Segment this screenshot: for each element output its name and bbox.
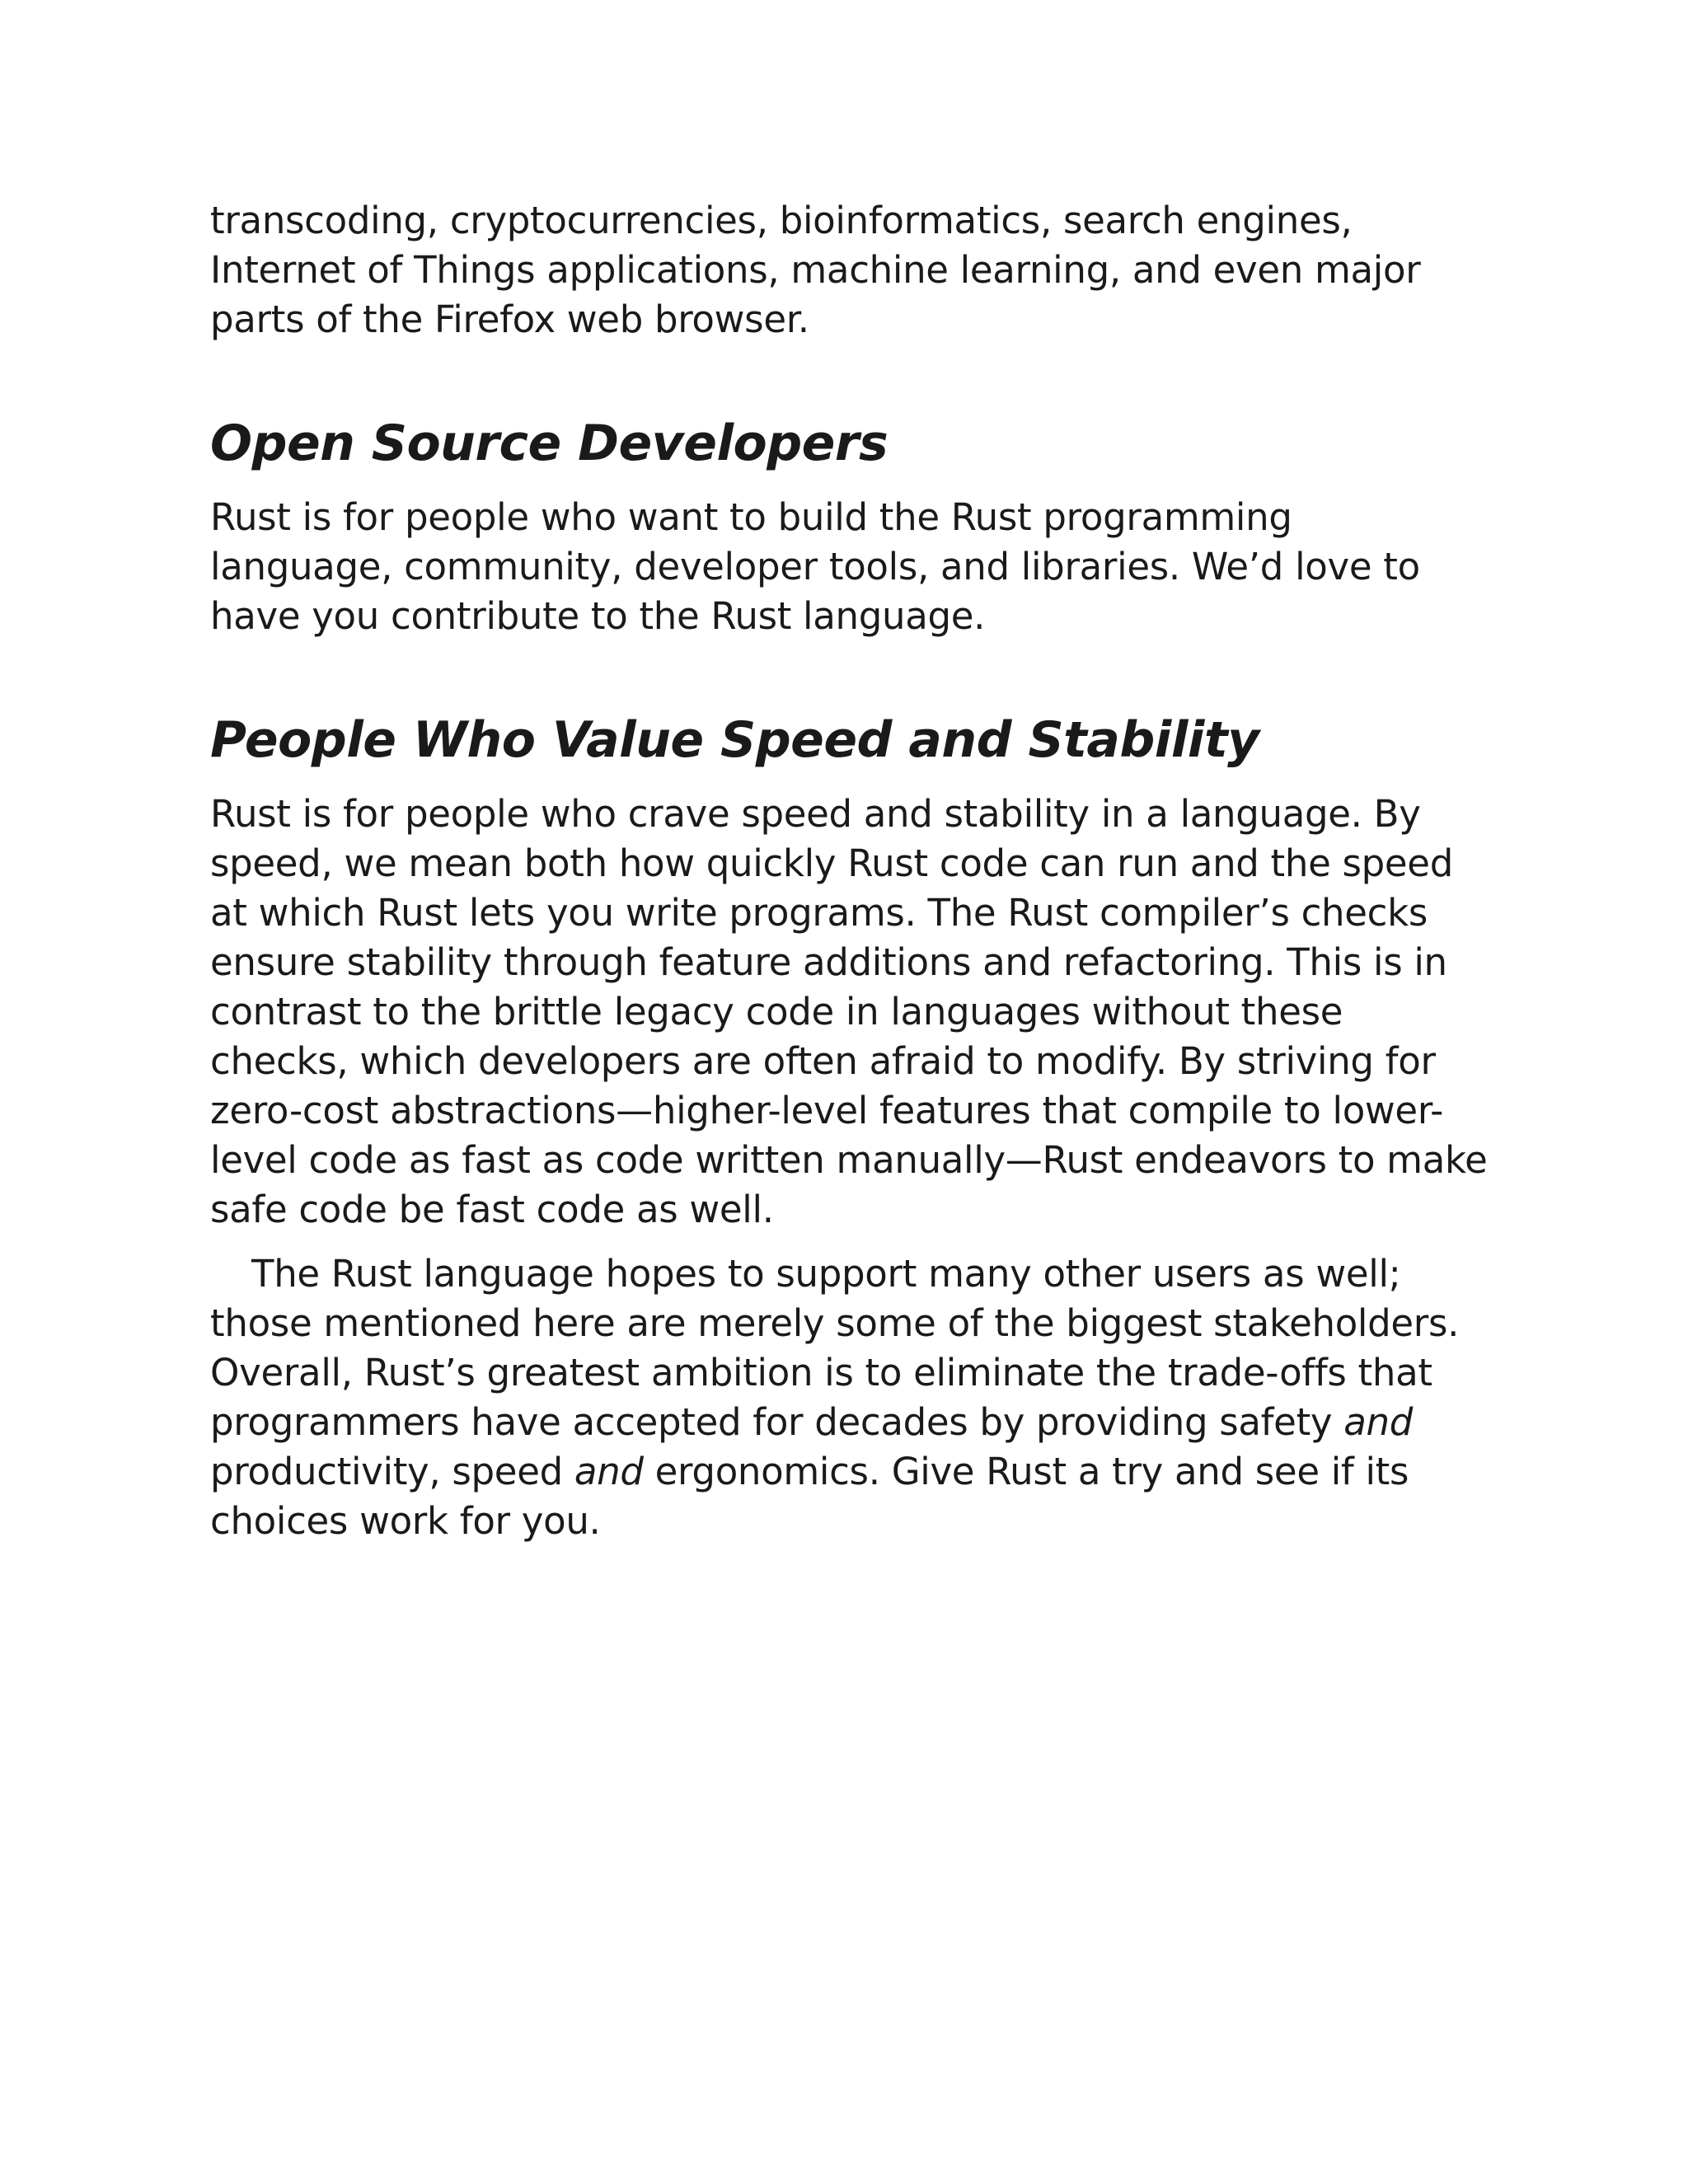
paragraph-line: The Rust language hopes to support many other users as well; — [251, 1252, 1401, 1296]
paragraph-line: Rust is for people who want to build the Rust programming — [210, 495, 1292, 539]
emphasis-and: and — [574, 1450, 644, 1493]
line-text: ergonomics. Give Rust a try and see if its — [643, 1450, 1409, 1493]
open-source-paragraph — [210, 493, 1479, 641]
page-content — [210, 196, 1488, 1546]
paragraph-line: Overall, Rust’s greatest ambition is to eliminate the trade-offs that — [210, 1351, 1432, 1394]
heading-speed-and-stability: People Who Value Speed and Stability — [210, 711, 1259, 769]
paragraph-line — [210, 1398, 1479, 1447]
paragraph-line: level code as fast as code written manually—Rust endeavors to make — [210, 1138, 1488, 1182]
paragraph-line: language, community, developer tools, and libraries. We’d love to — [210, 545, 1420, 588]
line-text: programmers have accepted for decades by providing safety — [210, 1400, 1344, 1444]
paragraph-line: checks, which developers are often afraid to modify. By striving for — [210, 1039, 1436, 1083]
paragraph-line: have you contribute to the Rust language. — [210, 594, 986, 638]
emphasis-and: and — [1343, 1400, 1414, 1444]
paragraph-line: choices work for you. — [210, 1499, 601, 1543]
paragraph-line: ensure stability through feature additions and refactoring. This is in — [210, 940, 1447, 984]
paragraph-line: at which Rust lets you write programs. The Rust compiler’s checks — [210, 891, 1428, 935]
paragraph-line: speed, we mean both how quickly Rust code can run and the speed — [210, 841, 1453, 885]
paragraph-line: Internet of Things applications, machine learning, and even major — [210, 248, 1421, 292]
paragraph-line: Rust is for people who crave speed and stability in a language. By — [210, 792, 1421, 836]
paragraph-line: parts of the Firefox web browser. — [210, 298, 809, 341]
paragraph-line: transcoding, cryptocurrencies, bioinformatics, search engines, — [210, 199, 1353, 242]
intro-paragraph — [210, 196, 1479, 344]
closing-paragraph — [210, 1249, 1479, 1546]
line-text: productivity, speed — [210, 1450, 574, 1493]
paragraph-line: safe code be fast code as well. — [210, 1188, 774, 1231]
heading-open-source-developers: Open Source Developers — [210, 415, 889, 472]
paragraph-line: contrast to the brittle legacy code in languages without these — [210, 990, 1343, 1033]
paragraph-line: zero-cost abstractions—higher-level features that compile to lower- — [210, 1089, 1444, 1132]
paragraph-line: those mentioned here are merely some of the biggest stakeholders. — [210, 1301, 1460, 1345]
speed-stability-paragraph — [210, 790, 1488, 1235]
paragraph-line — [210, 1447, 1479, 1497]
